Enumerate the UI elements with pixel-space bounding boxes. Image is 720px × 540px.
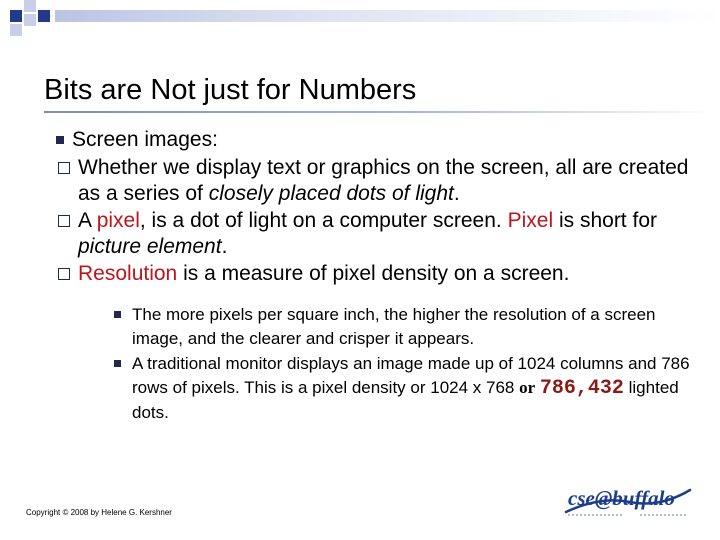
cse-buffalo-logo — [560, 482, 700, 522]
sub-bullet-item — [46, 155, 696, 207]
decor-square — [24, 0, 36, 12]
detail-bullet-item — [46, 303, 696, 351]
detail-2-text-a: A traditional monitor displays an image made up of 1024 columns and 786 rows of pixels. This is a pixel density or 1024 x 768 — [132, 354, 690, 397]
detail-1-text: The more pixels per square inch, the higher the resolution of a screen image, and the clearer and crisper it appears. — [132, 305, 656, 348]
decor-square — [24, 14, 36, 26]
copyright-notice: Copyright © 2008 by Helene G. Kershner — [26, 508, 172, 517]
sub1-text-b: . — [453, 182, 460, 205]
title-underline — [44, 111, 720, 113]
sub-bullet-item — [46, 208, 696, 260]
detail-bullet-item — [46, 352, 696, 425]
sub1-emphasis: closely placed dots of light — [208, 182, 454, 205]
slide-title: Bits are Not just for Numbers — [44, 74, 417, 106]
sub2-a: A — [78, 209, 97, 232]
hollow-square-bullet-icon — [58, 162, 70, 174]
sub2-d: . — [221, 235, 228, 258]
resolution-term: Resolution — [78, 262, 178, 285]
sub-bullet-list — [46, 155, 696, 287]
sub1-text-a: Whether we display text or graphics on the screen, all are created as a series of — [78, 156, 689, 205]
sub-bullet-item — [46, 261, 696, 287]
corner-squares-decoration — [0, 0, 60, 40]
decor-square — [10, 24, 22, 36]
decor-square — [38, 10, 50, 22]
sub2-emphasis: picture element — [78, 235, 222, 258]
sub2-c: is short for — [553, 209, 657, 232]
slide-content — [46, 126, 696, 426]
square-bullet-icon — [56, 136, 64, 144]
main-bullet-text: Screen images: — [72, 128, 218, 151]
pixel-count: 786,432 — [539, 377, 624, 400]
decor-square — [10, 10, 22, 22]
logo-text: cse@buffalo — [568, 486, 675, 510]
square-bullet-icon — [114, 311, 121, 318]
sub2-b: , is a dot of light on a computer screen. — [139, 209, 508, 232]
detail-bullet-list — [46, 303, 696, 425]
main-bullet — [46, 126, 696, 153]
header-bar — [55, 10, 720, 22]
detail-2-or: or — [519, 378, 536, 397]
hollow-square-bullet-icon — [58, 215, 70, 227]
pixel-term: pixel — [96, 209, 140, 232]
square-bullet-icon — [114, 360, 121, 367]
detail-2-text-b: lighted dots. — [132, 378, 679, 422]
hollow-square-bullet-icon — [58, 268, 70, 280]
logo-graphic — [560, 482, 700, 522]
sub3-rest: is a measure of pixel density on a screen. — [177, 262, 570, 285]
pixel-term-2: Pixel — [507, 209, 554, 232]
